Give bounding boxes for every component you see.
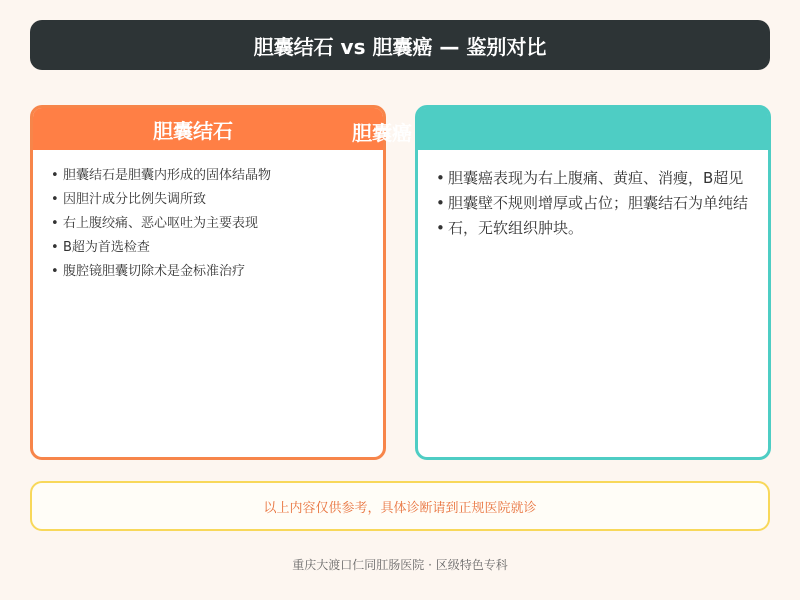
page-title-text: 胆囊结石 vs 胆囊癌 — 鉴别对比 [253, 34, 547, 59]
disclaimer-notice [30, 481, 770, 531]
footer-text: 重庆大渡口仁同肛肠医院 · 区级特色专科 [292, 558, 508, 572]
gallstone-card-header [33, 108, 383, 150]
list-item: • 因胆汁成分比例失调所致 [51, 188, 383, 212]
list-item: • 右上腹绞痛、恶心呕吐为主要表现 [51, 212, 383, 236]
footer [0, 556, 800, 573]
gallstone-list [33, 150, 383, 284]
list-item: • 胆囊结石是胆囊内形成的固体结晶物 [51, 164, 383, 188]
gallbladder-cancer-card-header [418, 108, 768, 150]
gallbladder-cancer-card-title: 胆囊癌 [352, 121, 412, 145]
list-item: • 石，无软组织肿块。 [436, 216, 768, 241]
list-item: • 腹腔镜胆囊切除术是金标准治疗 [51, 260, 383, 284]
disclaimer-text: 以上内容仅供参考，具体诊断请到正规医院就诊 [263, 500, 537, 516]
gallstone-card-title: 胆囊结石 [153, 118, 233, 143]
list-item: • B超为首选检查 [51, 236, 383, 260]
gallbladder-cancer-card [415, 105, 771, 460]
list-item: • 胆囊癌表现为右上腹痛、黄疸、消瘦，B超见 [436, 166, 768, 191]
gallbladder-cancer-list [418, 150, 768, 241]
page-title [30, 20, 770, 70]
list-item: • 胆囊壁不规则增厚或占位；胆囊结石为单纯结 [436, 191, 768, 216]
gallstone-card [30, 105, 386, 460]
